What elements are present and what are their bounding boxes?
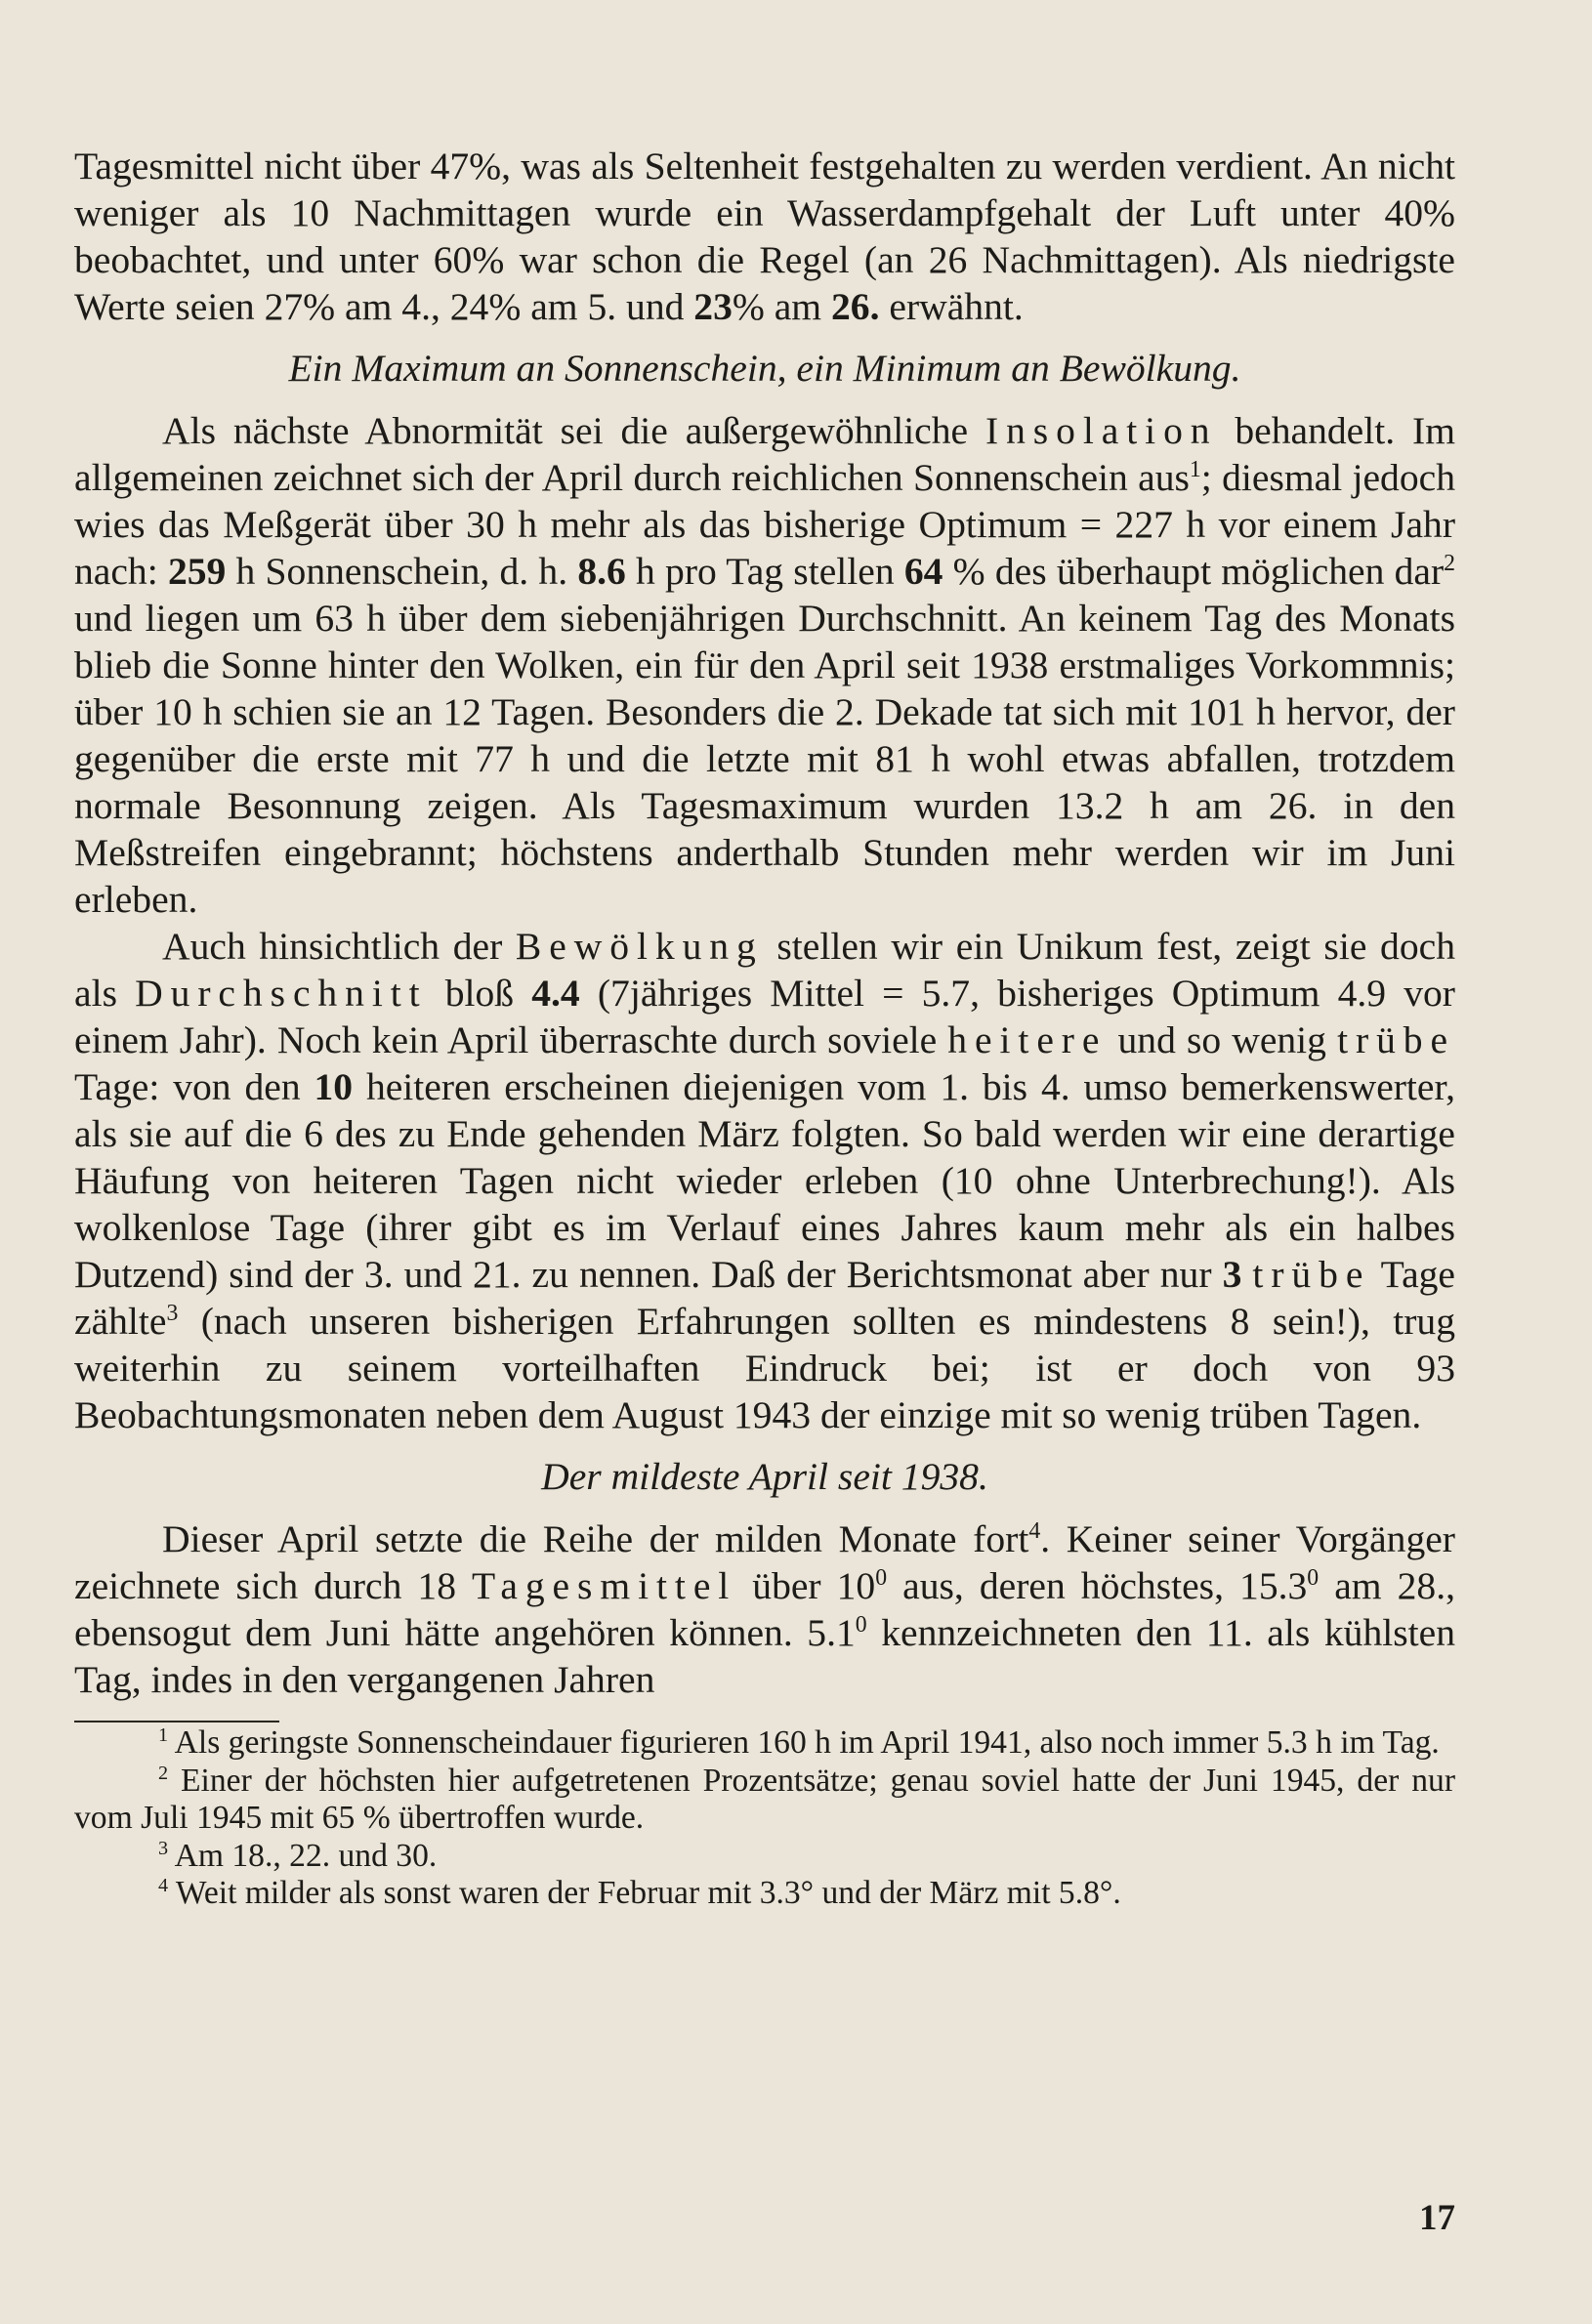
paragraph-mild-months	[74, 1515, 1455, 1703]
footnote-reference: 1	[1189, 456, 1201, 482]
footnote-text: Am 18., 22. und 30.	[174, 1837, 438, 1874]
paragraph-insolation	[74, 407, 1455, 923]
page-number: 17	[1419, 2198, 1455, 2238]
footnote-3	[74, 1838, 1455, 1876]
bold-text: 4.4	[531, 972, 580, 1015]
footnote-reference: 2	[1444, 550, 1455, 576]
footnote-text: Als geringste Sonnenscheindauer figurieren 160 h im April 1941, also noch immer 5.3 h im Tag.	[174, 1724, 1440, 1761]
text-run: ; diesmal jedoch wies das Meßgerät über 30 h mehr als das bisherige Optimum = 227 h vor einem Jahr nach:	[74, 456, 1455, 593]
bold-text: 259	[167, 550, 227, 593]
text-run: Als nächste Abnormität sei die außergewöhnliche	[162, 409, 985, 452]
bold-text: 26.	[831, 285, 880, 328]
text-run	[1241, 1253, 1252, 1296]
bold-text: 64	[903, 550, 943, 593]
footnote-marker: 4	[158, 1874, 169, 1896]
bold-text: 10	[314, 1065, 354, 1108]
text-run: % des überhaupt möglichen dar	[943, 550, 1445, 593]
spaced-emphasis: Insolation	[985, 409, 1218, 452]
footnote-marker: 3	[158, 1837, 169, 1859]
spaced-emphasis: heitere	[947, 1018, 1108, 1061]
footnote-1	[74, 1724, 1455, 1763]
footnote-reference: 3	[166, 1300, 179, 1326]
spaced-emphasis: Durchschnitt	[135, 972, 428, 1015]
footnote-reference: 0	[1307, 1564, 1320, 1591]
footnote-reference: 4	[1028, 1517, 1041, 1544]
text-run: bloß	[427, 972, 532, 1015]
footnote-4	[74, 1875, 1455, 1913]
bold-text: 23	[693, 285, 733, 328]
text-run: über 10	[736, 1564, 876, 1607]
footnotes	[74, 1724, 1455, 1913]
footnote-2	[74, 1763, 1455, 1838]
text-run: (nach unseren bisherigen Erfahrungen sollten es mindestens 8 sein!), trug weiterhin zu seinem vorteilhaften Eindruck bei; ist er doch von 93 Beobachtungsmonaten neben dem August 1943 der einzige mit so wenig trüben Tagen.	[74, 1300, 1455, 1436]
paragraph-cloudiness	[74, 923, 1455, 1438]
text-run: heiteren erscheinen diejenigen vom 1. bis 4. umso bemerkenswerter, als sie auf die 6 des zu Ende gehenden März folgten. So bald werden wir eine derartige Häufung von heiteren Tagen nicht wieder erleben (10 ohne Unterbrechung!). Als wolkenlose Tage (ihrer gibt es im Verlauf eines Jahres kaum mehr als ein halbes Dutzend) sind der 3. und 21. zu nennen. Daß der Berichtsmonat aber nur	[74, 1065, 1455, 1296]
bold-text: 3	[1222, 1253, 1242, 1296]
bold-text: 8.6	[577, 550, 626, 593]
footnote-marker: 1	[158, 1723, 169, 1746]
text-run: stellen wir ein Unikum fest, zeigt sie doch als	[74, 925, 1455, 1015]
text-run: (7jähriges Mittel = 5.7, bisheriges Optimum 4.9 vor einem Jahr). Noch kein April überraschte durch soviele	[74, 972, 1455, 1061]
spaced-emphasis: trübe	[1252, 1253, 1371, 1296]
section-heading-sunshine: Ein Maximum an Sonnenschein, ein Minimum an Bewölkung.	[288, 347, 1241, 390]
text-run: Tage: von den	[74, 1065, 314, 1108]
text-run: und so wenig	[1107, 1018, 1338, 1061]
paragraph-humidity	[74, 143, 1455, 330]
footnote-marker: 2	[158, 1762, 169, 1784]
spaced-emphasis: trübe	[1337, 1018, 1455, 1061]
text-run: h pro Tag stellen	[625, 550, 904, 593]
spaced-emphasis: Bewölkung	[515, 925, 764, 968]
text-run: Dieser April setzte die Reihe der milden Monate fort	[162, 1517, 1029, 1560]
footnote-reference: 0	[875, 1564, 888, 1591]
footnote-divider	[74, 1721, 279, 1722]
text-run: Auch hinsichtlich der	[162, 925, 516, 968]
text-run: % am	[732, 285, 831, 328]
footnote-reference: 0	[855, 1611, 867, 1638]
text-run: Tage zählte	[74, 1253, 1455, 1343]
text-run: Tagesmittel nicht über 47%, was als Seltenheit festgehalten zu werden verdient. An nicht weniger als 10 Nachmittagen wurde ein Wasserdampfgehalt der Luft unter 40% beobachtet, und unter 60% war schon die Regel (an 26 Nachmittagen). Als niedrigste Werte seien 27% am 4., 24% am 5. und	[74, 145, 1455, 328]
body-text	[74, 143, 1455, 1703]
text-run: erwähnt.	[879, 285, 1024, 328]
text-run: behandelt. Im allgemeinen zeichnet sich der April durch reichlichen Sonnenschein aus	[74, 409, 1455, 499]
footnote-text: Weit milder als sonst waren der Februar mit 3.3° und der März mit 5.8°.	[175, 1875, 1121, 1911]
section-heading-mildest-april: Der mildeste April seit 1938.	[541, 1455, 988, 1498]
footnote-text: Einer der höchsten hier aufgetretenen Prozentsätze; genau soviel hatte der Juni 1945, der nur vom Juli 1945 mit 65 % übertroffen wurde.	[74, 1762, 1455, 1836]
text-run: und liegen um 63 h über dem siebenjährigen Durchschnitt. An keinem Tag des Monats blieb die Sonne hinter den Wolken, ein für den April seit 1938 erstmaliges Vorkommnis; über 10 h schien sie an 12 Tagen. Besonders die 2. Dekade tat sich mit 101 h hervor, der gegenüber die erste mit 77 h und die letzte mit 81 h wohl etwas abfallen, trotzdem normale Besonnung zeigen. Als Tagesmaximum wurden 13.2 h am 26. in den Meßstreifen eingebrannt; höchstens anderthalb Stunden mehr werden wir im Juni erleben.	[74, 597, 1455, 921]
text-run: kennzeichneten den 11. als kühlsten Tag, indes in den vergangenen Jahren	[74, 1611, 1455, 1701]
spaced-emphasis: Tagesmittel	[472, 1564, 737, 1607]
text-run: h Sonnenschein, d. h.	[226, 550, 578, 593]
book-page	[74, 143, 1455, 1913]
text-run: am 28., ebensogut dem Juni hätte angehören können. 5.1	[74, 1564, 1455, 1654]
text-run: aus, deren höchstes, 15.3	[887, 1564, 1308, 1607]
text-run: . Keiner seiner Vorgänger zeichnete sich durch 18	[74, 1517, 1455, 1607]
